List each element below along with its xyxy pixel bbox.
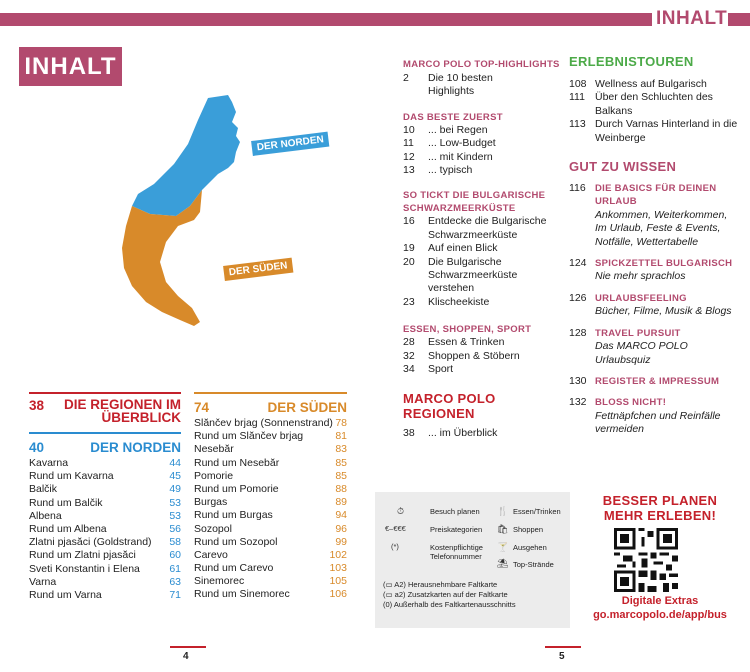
legend-label: Ausgehen: [513, 543, 547, 552]
list-item-name: Rund um Pomorie: [194, 482, 279, 495]
list-item-name: Rund um Carevo: [194, 562, 274, 575]
list-item-name: Balčik: [29, 483, 58, 496]
list-item[interactable]: [29, 470, 181, 483]
legend-label: Top-Strände: [513, 560, 554, 569]
list-item-page: 96: [335, 522, 347, 535]
entry-so-tickt[interactable]: [403, 215, 563, 242]
list-item[interactable]: [194, 430, 347, 443]
entry-text: ... bei Regen: [428, 123, 488, 136]
entry-subtext: Bücher, Filme, Musik & Blogs: [595, 305, 732, 318]
entry-page: 128: [569, 326, 587, 339]
entry-heading: TRAVEL PURSUIT: [595, 327, 681, 339]
list-item-page: 44: [169, 457, 181, 469]
list-item-page: 58: [169, 536, 181, 549]
entry-text: Schwarzmeerküste verstehen: [428, 269, 518, 295]
entry-text: Wellness auf Bulgarisch: [595, 78, 707, 90]
entry-page: 12: [403, 150, 415, 163]
list-item-name: Carevo: [194, 548, 228, 561]
overview-title: [64, 398, 181, 424]
promo-line: MEHR ERLEBEN!: [603, 508, 717, 523]
list-item[interactable]: [29, 549, 181, 562]
list-item[interactable]: [29, 563, 181, 576]
entry-page: 10: [403, 123, 415, 136]
entry-page: 32: [403, 349, 415, 362]
list-item[interactable]: [29, 510, 181, 523]
list-item-page: 103: [329, 562, 347, 575]
entry-text: Entdecke die Bulgarische: [428, 215, 547, 228]
entry-page: 23: [403, 295, 415, 308]
list-item[interactable]: [29, 483, 181, 496]
list-item[interactable]: [29, 536, 181, 549]
overview-title-line2: ÜBERBLICK: [101, 410, 181, 425]
entry-wissen[interactable]: [569, 327, 744, 367]
entry-subtext: Fettnäpfchen und Reinfälle: [595, 409, 721, 422]
list-item-name: Rund um Sinemorec: [194, 588, 290, 601]
list-item-name: Nesebăr: [194, 443, 234, 456]
entry-text: Sport: [428, 363, 454, 376]
list-item-page: 89: [335, 496, 347, 509]
list-item[interactable]: [29, 497, 181, 510]
list-item[interactable]: [29, 576, 181, 589]
list-item-name: Rund um Balčik: [29, 496, 103, 509]
section-essen: ESSEN, SHOPPEN, SPORT: [403, 324, 532, 336]
entry-page: 34: [403, 363, 415, 376]
promo-link[interactable]: go.marcopolo.de/app/bus: [593, 609, 727, 621]
list-item-page: 88: [335, 482, 347, 495]
entry-page: 124: [569, 257, 587, 270]
legend-note: (0) Außerhalb des Faltkartenausschnitts: [383, 600, 516, 609]
list-item[interactable]: [194, 523, 347, 536]
cutlery-icon: 🍴: [497, 506, 509, 516]
page-title-badge: INHALT: [19, 47, 122, 86]
list-item-page: 61: [169, 562, 181, 575]
clock-icon: ⏱: [397, 506, 405, 516]
entry-tour[interactable]: [569, 78, 744, 91]
entry-heading: REGISTER & IMPRESSUM: [595, 375, 720, 387]
section-top-highlights: MARCO POLO TOP-HIGHLIGHTS: [403, 59, 560, 70]
entry-text: Auf einen Blick: [428, 242, 498, 255]
entry-text: Durch Varnas Hinterland in die: [595, 118, 738, 131]
list-item-name: Rund um Varna: [29, 588, 102, 601]
entry-heading: BLOSS NICHT!: [595, 397, 667, 409]
south-list: [194, 417, 347, 602]
entry-text: ... mit Kindern: [428, 150, 493, 163]
entry-tour[interactable]: [569, 118, 744, 145]
entry-page: 111: [569, 91, 585, 104]
list-item-page: 83: [335, 443, 347, 456]
map-north-region: [132, 95, 240, 216]
entry-top-highlights[interactable]: [403, 72, 563, 99]
entry-subtext: Ankommen, Weiterkommen,: [595, 208, 728, 221]
list-item-name: Sinemorec: [194, 575, 245, 588]
entry-page: 38: [403, 426, 415, 439]
entry-text: Shoppen & Stöbern: [428, 349, 520, 362]
legend-note: (▭ A2) Herausnehmbare Faltkarte: [383, 580, 498, 589]
list-item-page: 53: [169, 509, 181, 522]
north-list: [29, 457, 181, 602]
map-label-north: DER NORDEN: [251, 132, 329, 156]
list-item-page: 85: [335, 469, 347, 482]
list-item-name: Rund um Zlatni pjasăci: [29, 549, 136, 562]
section-so-tickt: [403, 189, 563, 215]
entry-page: 16: [403, 215, 415, 228]
north-title: DER NORDEN: [90, 440, 181, 455]
list-item-name: Kavarna: [29, 457, 69, 469]
entry-page: 113: [569, 118, 586, 131]
list-item[interactable]: [194, 588, 347, 601]
entry-text: Die Bulgarische: [428, 255, 502, 268]
list-item-page: 45: [169, 470, 181, 483]
entry-text: Highlights: [428, 85, 475, 98]
entry-wissen[interactable]: [569, 396, 744, 436]
entry-heading: DIE BASICS FÜR DEINEN: [595, 183, 717, 195]
list-item-name: Rund um Nesebăr: [194, 456, 280, 469]
entry-essen[interactable]: [403, 350, 563, 363]
entry-text: Schwarzmeerküste: [428, 228, 518, 241]
map-label-south: DER SÜDEN: [223, 258, 293, 281]
promo-footer: [570, 594, 750, 622]
entry-so-tickt[interactable]: [403, 242, 563, 255]
list-item-page: 49: [169, 483, 181, 496]
list-item-page: 85: [335, 456, 347, 469]
entry-page: 20: [403, 255, 415, 268]
list-item-page: 78: [335, 417, 347, 429]
south-page: 74: [194, 400, 210, 415]
list-item-name: Rund um Albena: [29, 522, 107, 535]
entry-so-tickt[interactable]: [403, 296, 563, 309]
list-item[interactable]: [194, 562, 347, 575]
legend-box: [375, 492, 570, 628]
north-page: 40: [29, 440, 45, 455]
list-item-page: 102: [329, 548, 347, 561]
asterisk-icon: (*): [391, 542, 399, 551]
entry-essen[interactable]: [403, 336, 563, 349]
legend-label: [430, 543, 483, 561]
legend-label: Essen/Trinken: [513, 507, 561, 516]
entry-page: 13: [403, 164, 415, 177]
entry-wissen[interactable]: [569, 182, 744, 249]
list-item[interactable]: [194, 457, 347, 470]
entry-best-first[interactable]: [403, 164, 563, 177]
region-map: [110, 90, 370, 340]
header-bar: [0, 13, 652, 26]
entry-subtext: Nie mehr sprachlos: [595, 270, 686, 283]
page-number-left: 4: [183, 651, 189, 662]
page-number-rule-left: [170, 646, 206, 648]
list-item-name: Albena: [29, 509, 62, 522]
entry-heading: URLAUB: [595, 196, 637, 208]
section-title-line: SCHWARZMEERKÜSTE: [403, 203, 516, 215]
header-bar-end: [728, 13, 750, 26]
entry-heading: SPICKZETTEL BULGARISCH: [595, 258, 733, 270]
header-title: INHALT: [656, 8, 728, 29]
list-item-name: Rund um Slănčev brjag: [194, 430, 304, 443]
list-item[interactable]: [194, 417, 347, 430]
entry-best-first[interactable]: [403, 124, 563, 137]
legend-label-line: Kostenpflichtige: [430, 543, 483, 552]
entry-tour[interactable]: [569, 91, 744, 118]
qr-code-icon[interactable]: [614, 528, 678, 592]
entry-subtext: Im Urlaub, Feste & Events,: [595, 222, 721, 235]
list-item[interactable]: [29, 589, 181, 602]
entry-page: 130: [569, 374, 587, 387]
list-item-name: Rund um Kavarna: [29, 470, 114, 483]
section-erlebnistouren: ERLEBNISTOUREN: [569, 54, 694, 69]
entry-page: 19: [403, 242, 415, 255]
entry-wissen[interactable]: [569, 292, 744, 319]
list-item[interactable]: [29, 523, 181, 536]
list-item[interactable]: [194, 549, 347, 562]
entry-page: 132: [569, 396, 587, 409]
section-best-first: DAS BESTE ZUERST: [403, 111, 503, 123]
page-number-rule-right: [545, 646, 581, 648]
north-rule: [29, 432, 181, 434]
list-item-page: 81: [335, 430, 347, 443]
list-item-name: Burgas: [194, 496, 228, 509]
entry-essen[interactable]: [403, 363, 563, 376]
entry-heading: URLAUBSFEELING: [595, 292, 687, 304]
list-item-name: Zlatni pjasăci (Goldstrand): [29, 536, 152, 549]
entry-subtext: Notfälle, Wettertabelle: [595, 235, 699, 248]
section-regionen: MARCO POLO REGIONEN: [403, 390, 496, 421]
entry-so-tickt[interactable]: [403, 256, 563, 296]
entry-subtext: Das MARCO POLO Urlaubsquiz: [595, 340, 688, 366]
entry-wissen[interactable]: [569, 257, 744, 284]
list-item-page: 71: [169, 588, 181, 601]
list-item-name: Rund um Sozopol: [194, 535, 278, 548]
south-rule: [194, 392, 347, 394]
legend-label-line: Telefonnummer: [430, 552, 482, 561]
list-item[interactable]: [29, 457, 181, 470]
overview-title-line1: DIE REGIONEN IM: [63, 397, 181, 412]
entry-text: Balkans: [595, 104, 633, 117]
promo-title: [585, 493, 735, 523]
entry-text: Die 10 besten: [428, 72, 493, 84]
list-item-page: 60: [169, 549, 181, 562]
list-item[interactable]: [194, 496, 347, 509]
list-item[interactable]: [194, 443, 347, 456]
list-item[interactable]: [194, 536, 347, 549]
entry-text: Über den Schluchten des: [595, 91, 713, 104]
list-item-page: 99: [335, 535, 347, 548]
list-item-page: 105: [329, 575, 347, 588]
list-item[interactable]: [194, 509, 347, 522]
list-item[interactable]: [194, 470, 347, 483]
entry-page: 11: [403, 137, 414, 150]
list-item-page: 106: [329, 588, 347, 601]
entry-text: Essen & Trinken: [428, 336, 505, 349]
entry-best-first[interactable]: [403, 137, 563, 150]
list-item-page: 94: [335, 509, 347, 522]
legend-label: Besuch planen: [430, 507, 480, 516]
middle-column: [403, 58, 563, 440]
promo-line: BESSER PLANEN: [602, 493, 718, 508]
overview-rule: [29, 392, 181, 394]
entry-subtext: vermeiden: [595, 423, 645, 436]
south-title: DER SÜDEN: [267, 400, 347, 415]
list-item[interactable]: [194, 575, 347, 588]
list-item-page: 63: [169, 575, 181, 588]
page-number-right: 5: [559, 651, 565, 662]
entry-text: ... Low-Budget: [428, 137, 496, 150]
list-item-name: Sveti Konstantin i Elena: [29, 562, 140, 575]
promo-footer-title: Digitale Extras: [621, 595, 699, 607]
list-item-name: Rund um Burgas: [194, 509, 273, 522]
legend-note: (▭ a2) Zusatzkarten auf der Faltkarte: [383, 590, 508, 599]
entry-regionen[interactable]: [403, 427, 563, 440]
entry-best-first[interactable]: [403, 151, 563, 164]
entry-page: 108: [569, 78, 587, 90]
list-item[interactable]: [194, 483, 347, 496]
list-item-name: Pomorie: [194, 469, 234, 482]
entry-text: ... im Überblick: [428, 426, 498, 439]
entry-wissen[interactable]: [569, 375, 744, 388]
entry-page: 28: [403, 336, 415, 349]
overview-page: 38: [29, 398, 45, 413]
entry-page: 126: [569, 291, 587, 304]
price-icon: €–€€€: [385, 524, 406, 533]
right-column: [569, 54, 744, 437]
entry-text: Klischeekiste: [428, 295, 490, 308]
list-item-page: 53: [169, 496, 181, 509]
entry-page: 116: [569, 182, 586, 195]
beach-icon: ⛱: [497, 558, 509, 568]
list-item-name: Sozopol: [194, 522, 232, 535]
basket-icon: 🛍: [497, 524, 509, 534]
legend-label: Preiskategorien: [430, 525, 483, 534]
cocktail-icon: 🍸: [497, 542, 509, 552]
section-title-line: SO TICKT DIE BULGARISCHE: [403, 190, 546, 202]
list-item-name: Varna: [29, 575, 57, 588]
entry-text: Weinberge: [595, 131, 646, 144]
legend-label: Shoppen: [513, 525, 544, 534]
entry-page: 2: [403, 72, 409, 84]
list-item-name: Slănčev brjag (Sonnenstrand): [194, 417, 333, 429]
section-gut-zu-wissen: GUT ZU WISSEN: [569, 159, 677, 175]
entry-text: ... typisch: [428, 164, 473, 177]
list-item-page: 56: [169, 522, 181, 535]
